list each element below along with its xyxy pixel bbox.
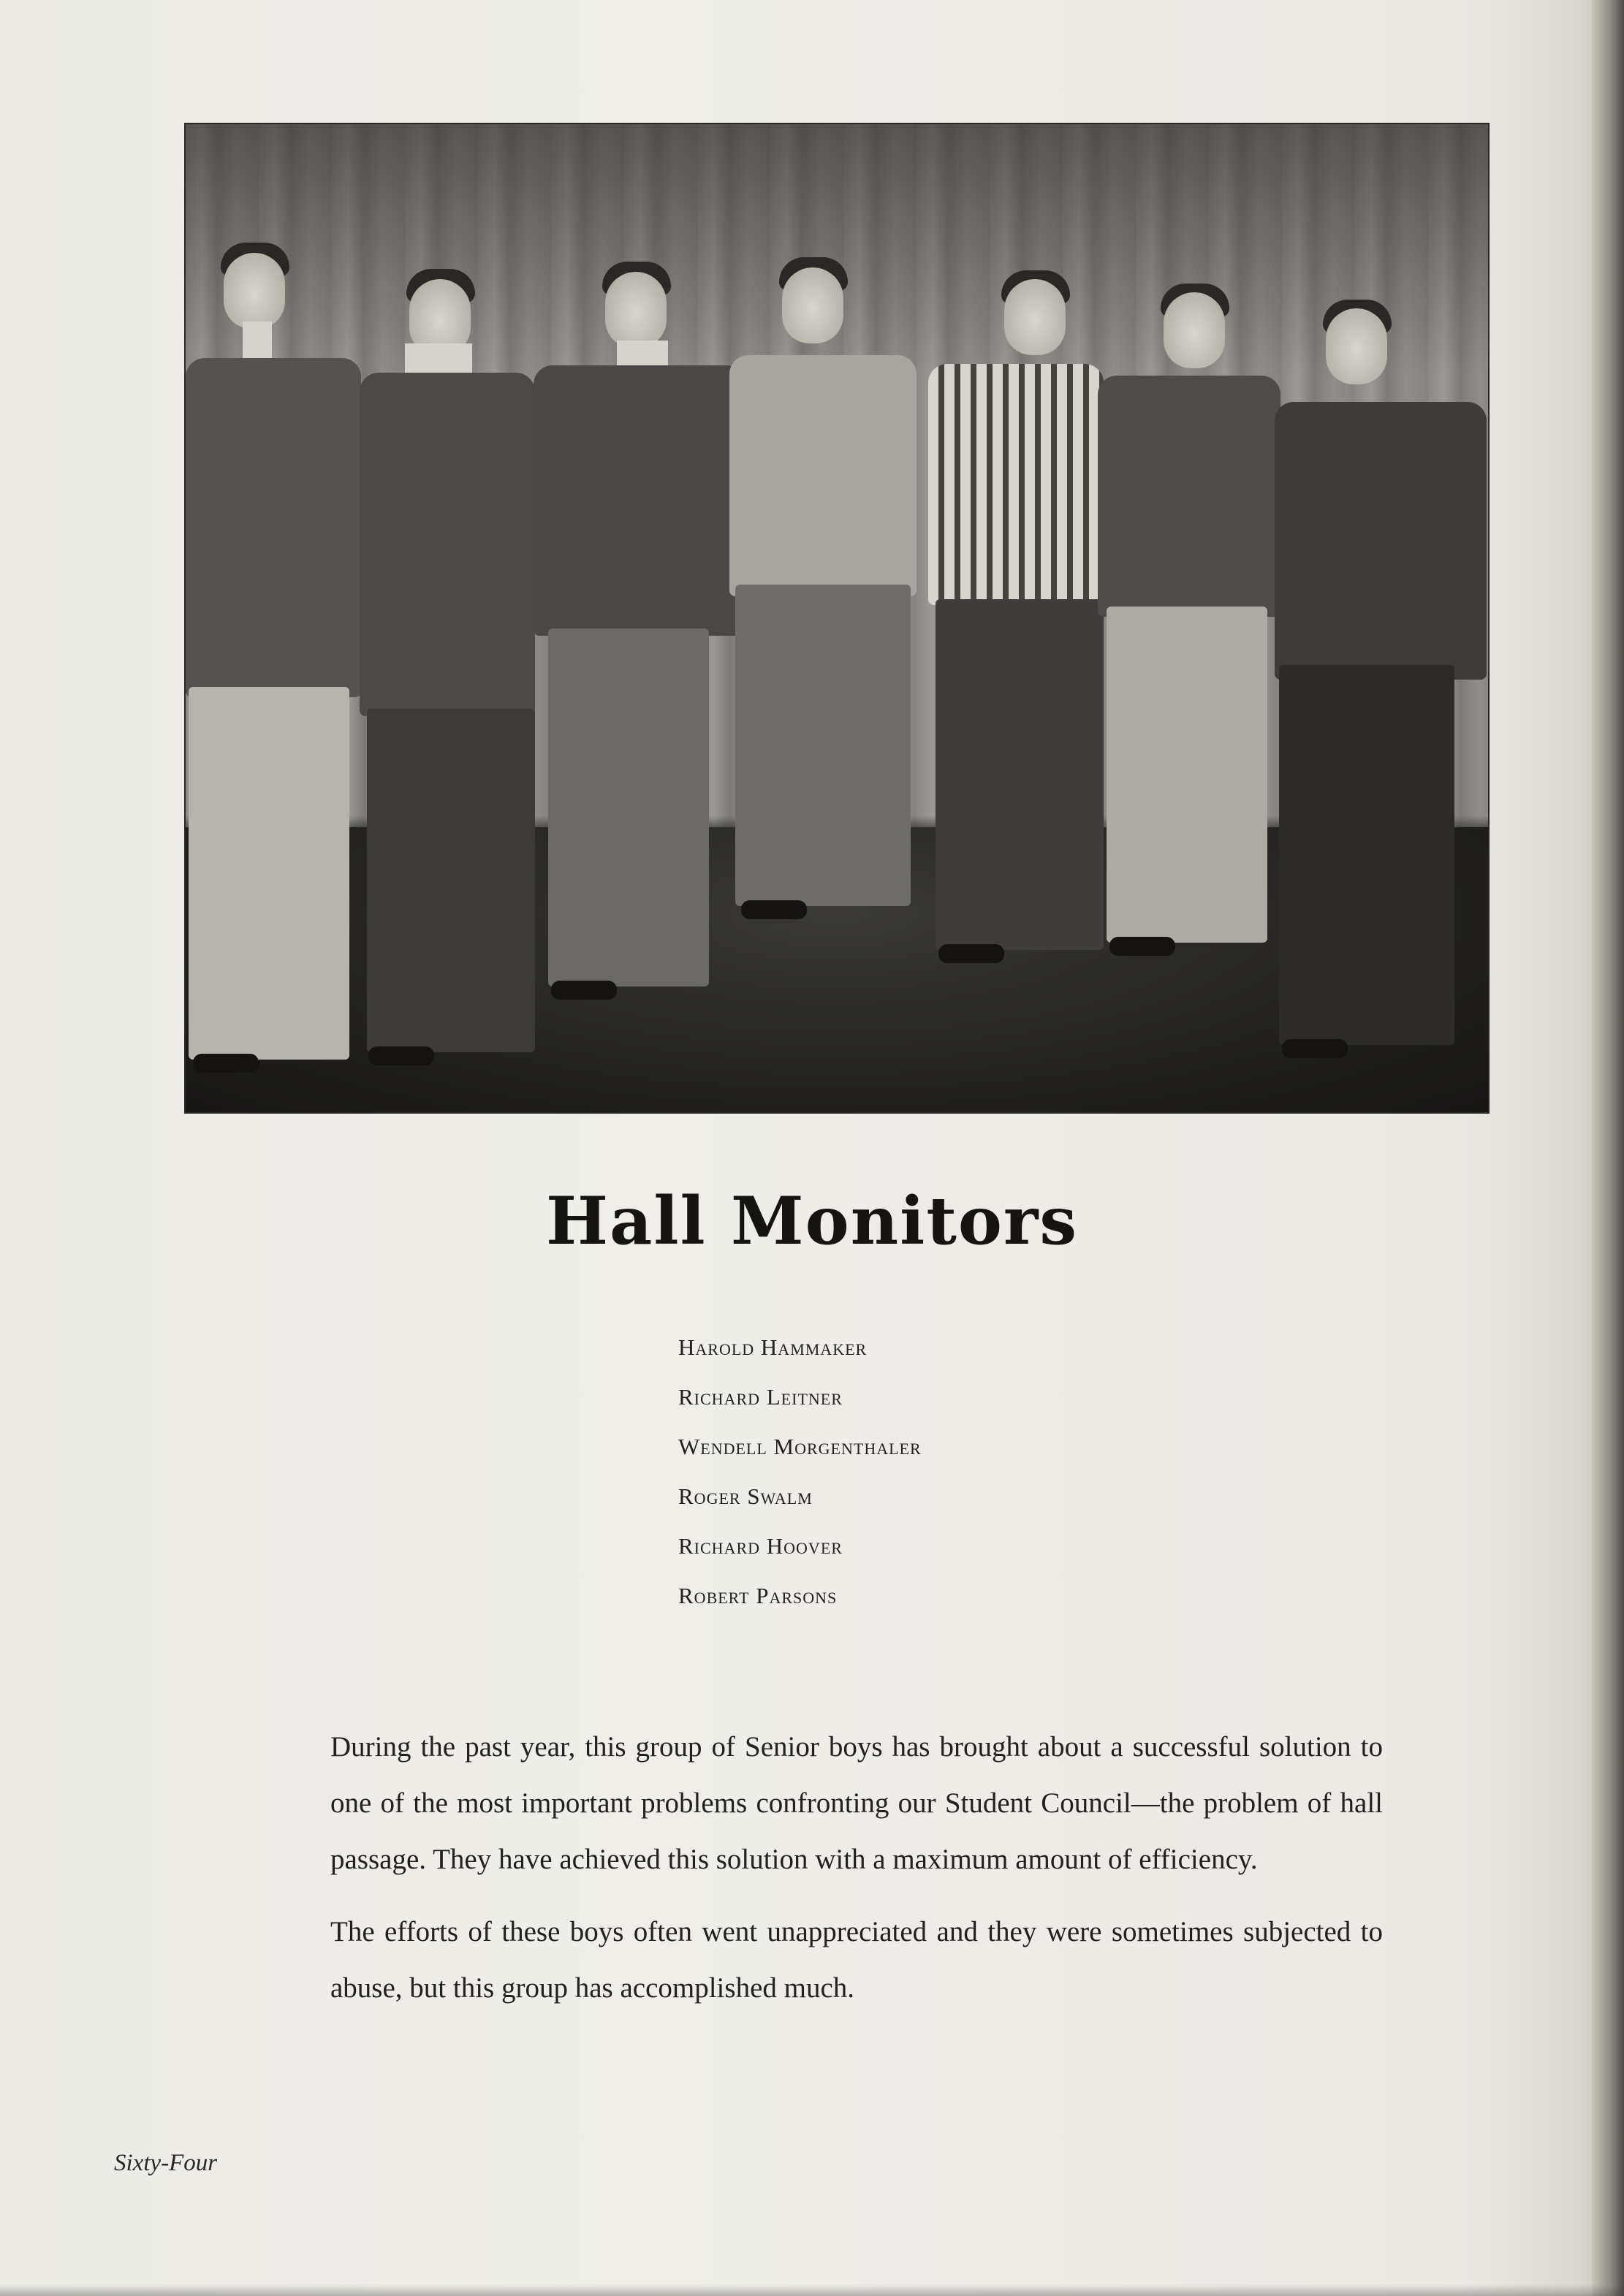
list-item: Wendell Morgenthaler <box>678 1434 922 1459</box>
page-title: Hall Monitors <box>545 1182 1079 1260</box>
paragraph: The efforts of these boys often went unappreciated and they were sometimes subjected to abuse, but this group has accomplished much. <box>330 1916 1383 2004</box>
book-spine-edge <box>1592 0 1624 2296</box>
paragraph: During the past year, this group of Senior boys has brought about a successful solution to one of the most important problems confronting our Student Council—the problem of hall passage. They have achieved this solution with a maximum amount of efficiency. <box>330 1731 1383 1875</box>
page-number: Sixty-Four <box>114 2150 218 2176</box>
member-list <box>678 1323 922 1621</box>
group-photo <box>184 123 1490 1114</box>
list-item: Roger Swalm <box>678 1483 813 1509</box>
page-bottom-edge <box>0 2284 1624 2296</box>
list-item: Harold Hammaker <box>678 1334 868 1360</box>
list-item: Richard Leitner <box>678 1384 843 1410</box>
description <box>330 1719 1383 2032</box>
list-item: Robert Parsons <box>678 1583 838 1608</box>
list-item: Richard Hoover <box>678 1533 843 1559</box>
